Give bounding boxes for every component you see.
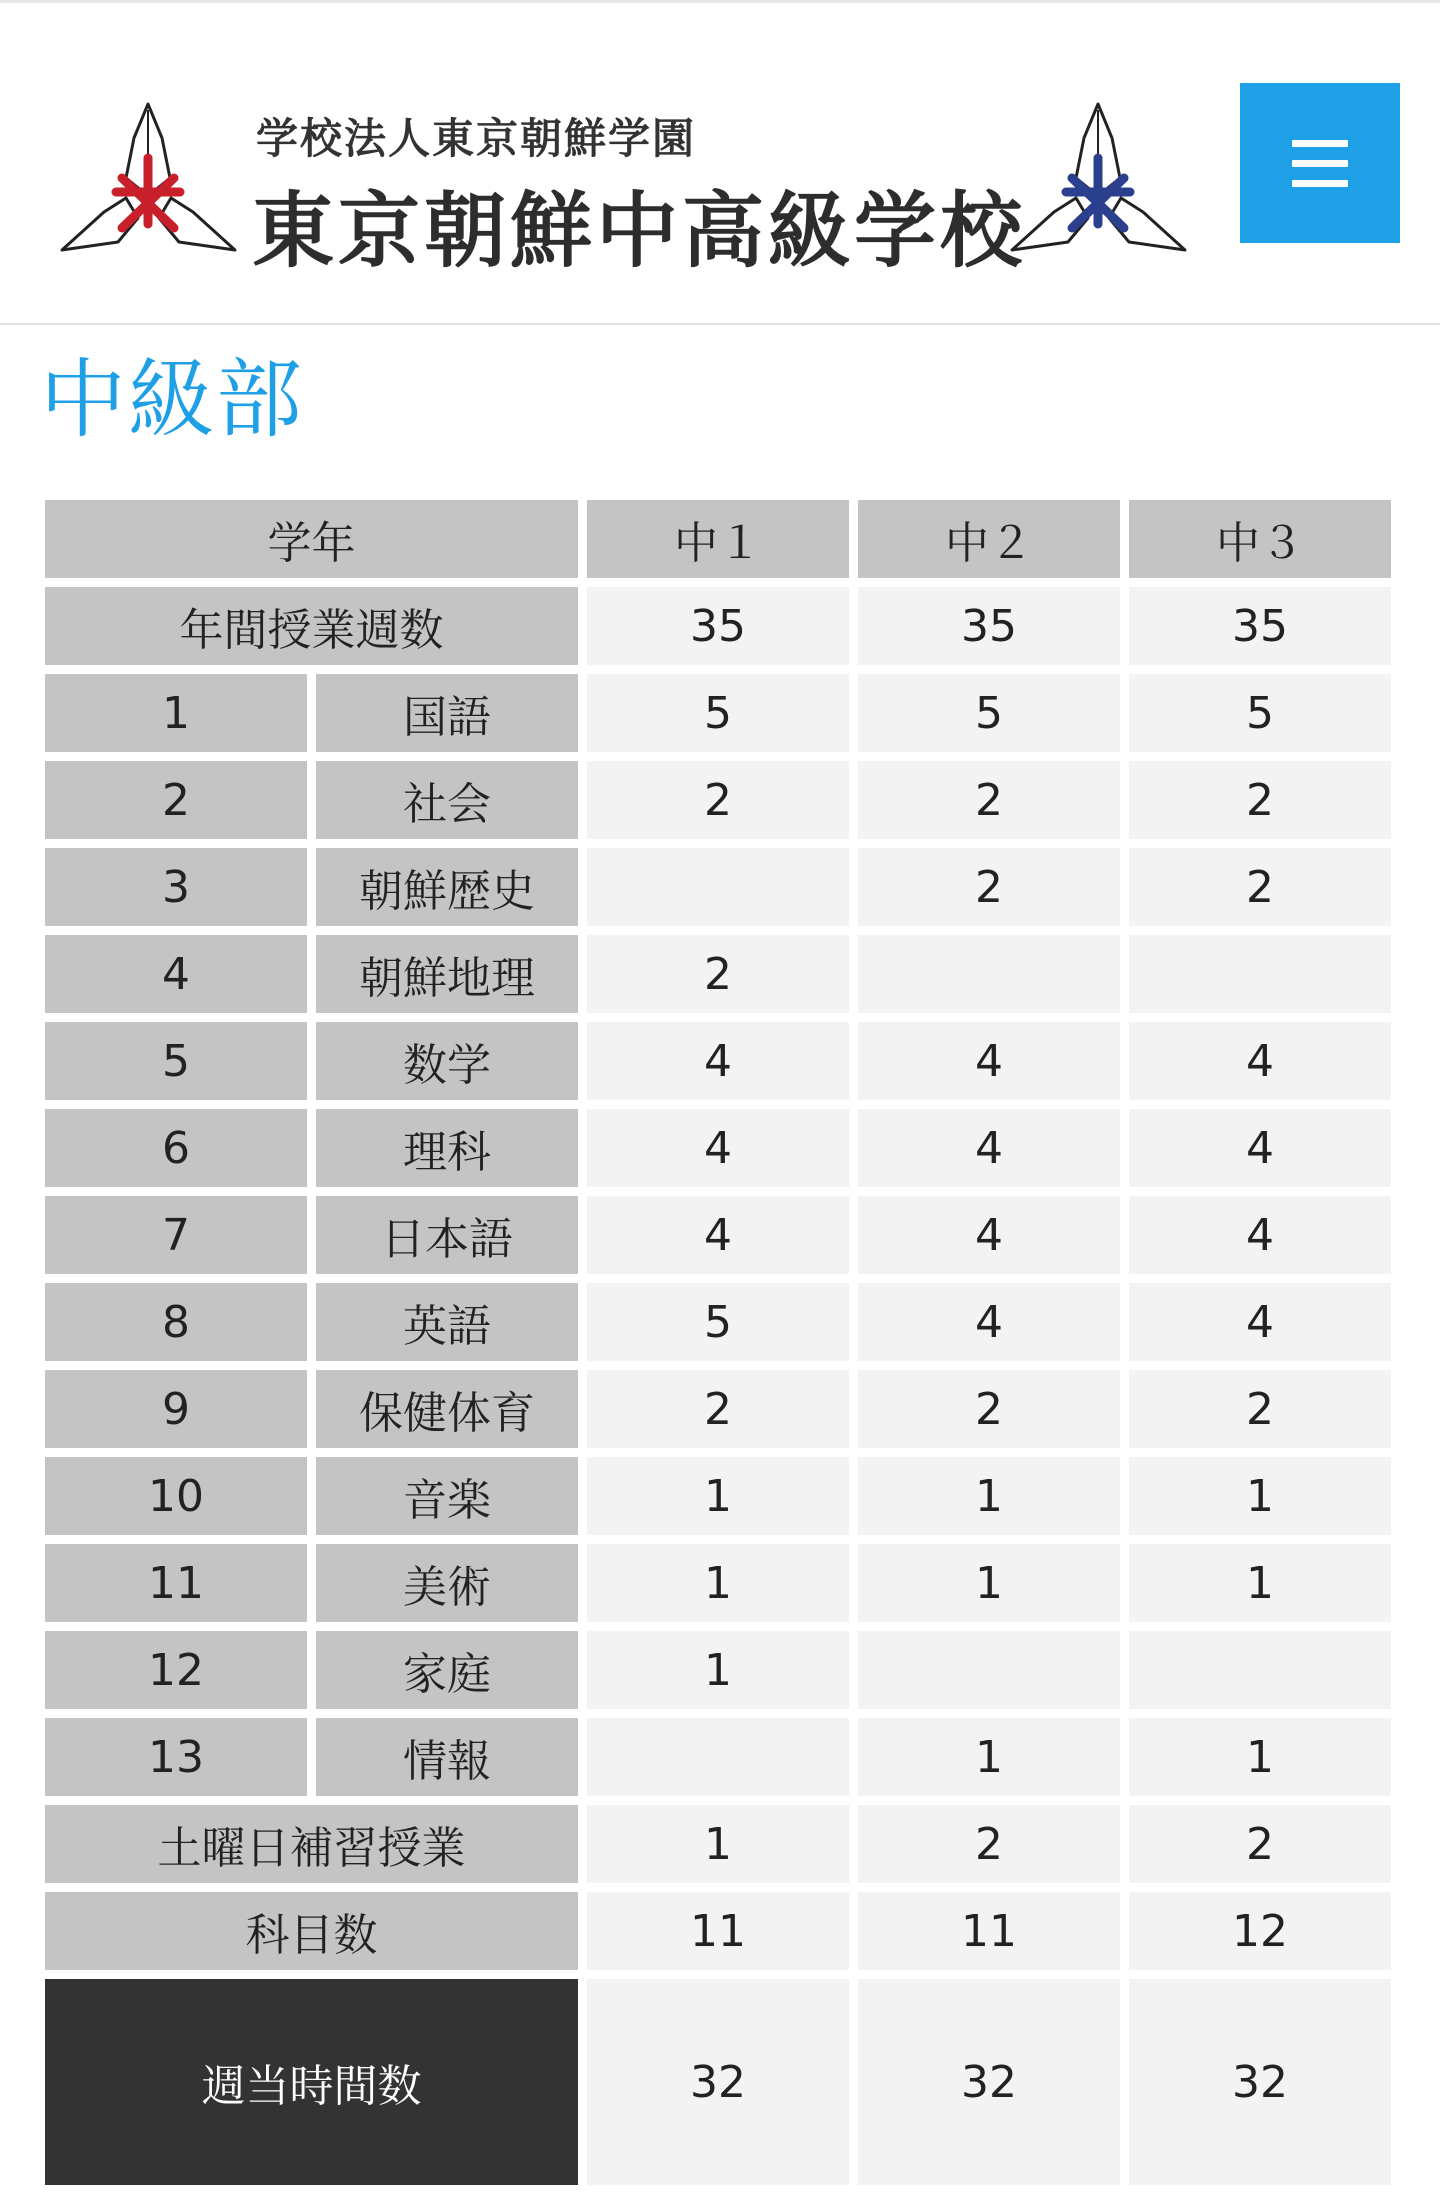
hamburger-menu-button[interactable] [1240,83,1400,243]
subject-count-row [45,1892,1391,1970]
table-row [45,1544,1391,1622]
subject-name: 家庭 [316,1631,578,1709]
table-row [45,1718,1391,1796]
subject-g1 [587,1718,849,1796]
subject-number: 12 [45,1631,307,1709]
subject-g2 [858,935,1120,1013]
hamburger-menu-icon-bar [1292,180,1348,187]
subject-name: 国語 [316,674,578,752]
subject-g2: 2 [858,1370,1120,1448]
subject-g1: 1 [587,1631,849,1709]
subject-count-g1: 11 [587,1892,849,1970]
subject-g2: 2 [858,761,1120,839]
subject-g1: 4 [587,1022,849,1100]
weekly-hours-row [45,1979,1391,2185]
table-row [45,674,1391,752]
table-row [45,1109,1391,1187]
saturday-g1: 1 [587,1805,849,1883]
subject-g3: 2 [1129,848,1391,926]
subject-g3: 2 [1129,761,1391,839]
subject-g1: 2 [587,935,849,1013]
page-title: 中級部 [40,350,304,450]
subject-g3: 4 [1129,1022,1391,1100]
subject-number: 5 [45,1022,307,1100]
subject-g2: 5 [858,674,1120,752]
table-row [45,1457,1391,1535]
subject-g3: 2 [1129,1370,1391,1448]
subject-g1: 2 [587,761,849,839]
subject-number: 13 [45,1718,307,1796]
table-row [45,1370,1391,1448]
header-grade: 学年 [45,500,578,578]
subject-number: 6 [45,1109,307,1187]
subject-count-label: 科目数 [45,1892,578,1970]
weekly-hours-g3: 32 [1129,1979,1391,2185]
school-name: 東京朝鮮中高級学校 [252,183,1027,279]
weeks-g1: 35 [587,587,849,665]
table-row [45,1283,1391,1361]
site-logo[interactable] [56,100,1186,279]
subject-count-g3: 12 [1129,1892,1391,1970]
site-header [0,0,1440,325]
header-grade-3: 中３ [1129,500,1391,578]
table-row [45,761,1391,839]
subject-g2: 1 [858,1718,1120,1796]
header-grade-2: 中２ [858,500,1120,578]
weeks-row [45,587,1391,665]
subject-number: 10 [45,1457,307,1535]
organization-name: 学校法人東京朝鮮学園 [256,114,697,163]
subject-g3: 1 [1129,1457,1391,1535]
subject-g3: 5 [1129,674,1391,752]
subject-name: 情報 [316,1718,578,1796]
subject-number: 9 [45,1370,307,1448]
subject-g2: 4 [858,1196,1120,1274]
table-row [45,1022,1391,1100]
subject-g1: 5 [587,674,849,752]
curriculum-table [36,491,1400,2194]
subject-g2 [858,1631,1120,1709]
table-row [45,935,1391,1013]
subject-name: 日本語 [316,1196,578,1274]
subject-g1: 4 [587,1196,849,1274]
school-emblem-red-icon [56,100,241,260]
subject-number: 2 [45,761,307,839]
subject-g3: 4 [1129,1196,1391,1274]
subject-name: 数学 [316,1022,578,1100]
subject-number: 7 [45,1196,307,1274]
subject-g3 [1129,1631,1391,1709]
subject-name: 保健体育 [316,1370,578,1448]
subject-g2: 1 [858,1457,1120,1535]
subject-name: 理科 [316,1109,578,1187]
subject-count-g2: 11 [858,1892,1120,1970]
subject-g2: 1 [858,1544,1120,1622]
subject-number: 4 [45,935,307,1013]
weekly-hours-g1: 32 [587,1979,849,2185]
subject-g1: 1 [587,1544,849,1622]
subject-g3: 4 [1129,1109,1391,1187]
subject-number: 1 [45,674,307,752]
weekly-hours-g2: 32 [858,1979,1120,2185]
hamburger-menu-icon-bar [1292,160,1348,167]
subject-name: 美術 [316,1544,578,1622]
saturday-row [45,1805,1391,1883]
school-emblem-blue-icon [1006,100,1191,260]
table-row [45,1196,1391,1274]
saturday-label: 土曜日補習授業 [45,1805,578,1883]
weeks-label: 年間授業週数 [45,587,578,665]
subject-name: 朝鮮歴史 [316,848,578,926]
subject-number: 8 [45,1283,307,1361]
subject-g3: 1 [1129,1544,1391,1622]
subject-number: 3 [45,848,307,926]
subject-g2: 4 [858,1022,1120,1100]
subject-g2: 4 [858,1283,1120,1361]
table-row [45,1631,1391,1709]
weekly-hours-label: 週当時間数 [45,1979,578,2185]
subject-number: 11 [45,1544,307,1622]
table-row [45,848,1391,926]
subject-g3 [1129,935,1391,1013]
subject-g1: 2 [587,1370,849,1448]
table-header-row [45,500,1391,578]
subject-name: 朝鮮地理 [316,935,578,1013]
subject-name: 社会 [316,761,578,839]
subject-g2: 4 [858,1109,1120,1187]
hamburger-menu-icon [1292,140,1348,147]
subject-name: 英語 [316,1283,578,1361]
subject-g1: 4 [587,1109,849,1187]
subject-g1: 5 [587,1283,849,1361]
header-grade-1: 中１ [587,500,849,578]
subject-g3: 1 [1129,1718,1391,1796]
weeks-g2: 35 [858,587,1120,665]
subject-g2: 2 [858,848,1120,926]
saturday-g2: 2 [858,1805,1120,1883]
saturday-g3: 2 [1129,1805,1391,1883]
subject-name: 音楽 [316,1457,578,1535]
subject-g3: 4 [1129,1283,1391,1361]
subject-g1 [587,848,849,926]
subject-g1: 1 [587,1457,849,1535]
weeks-g3: 35 [1129,587,1391,665]
